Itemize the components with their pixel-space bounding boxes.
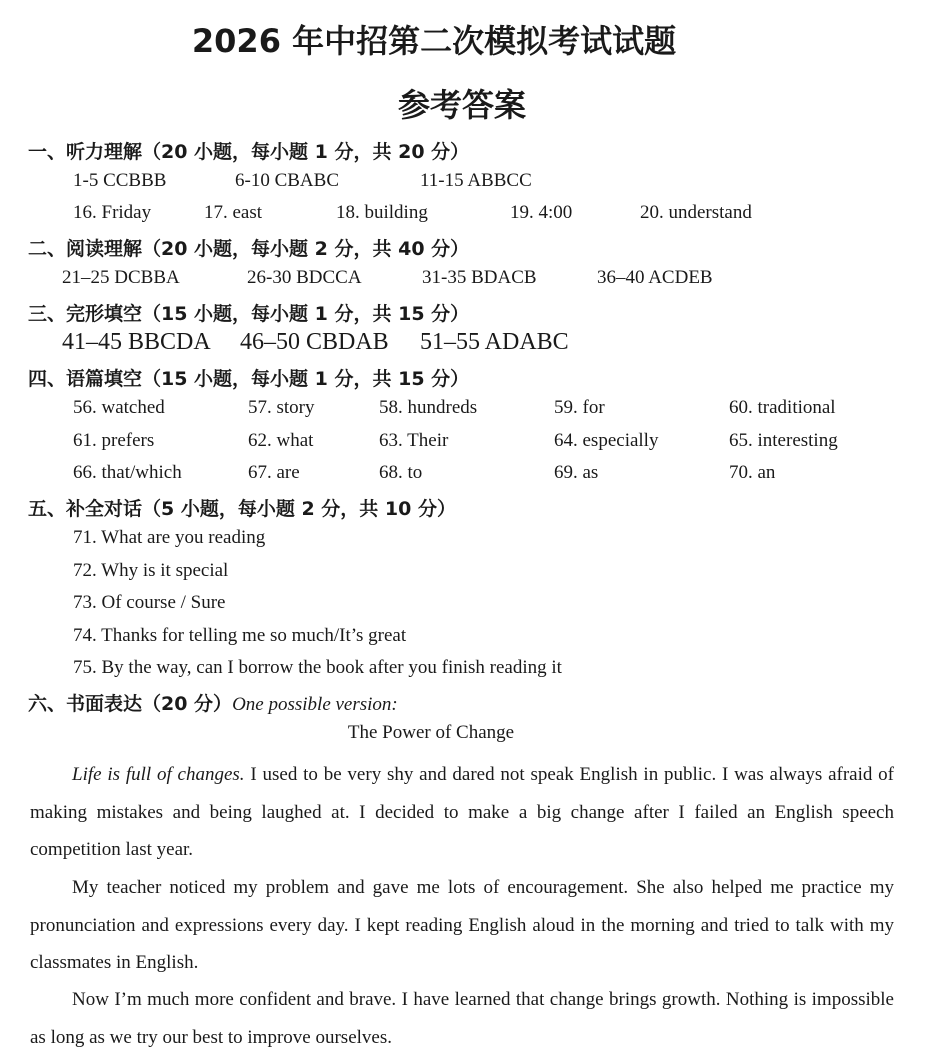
essay-paragraph-text: I used to be very shy and dared not speak English in public. I was always afraid of making mistakes and being laughed at. I decided to make a big change after I failed an English speech competition last year. bbox=[30, 764, 894, 861]
answer-item: 60. traditional bbox=[729, 397, 836, 418]
page-subtitle: 参考答案 bbox=[397, 86, 526, 124]
answer-group: 1-5 CCBBB bbox=[73, 170, 167, 191]
section-heading-cloze: 三、完形填空（15 小题，每小题 1 分，共 15 分） bbox=[28, 303, 470, 325]
dialogue-answer: 71. What are you reading bbox=[73, 527, 266, 548]
answer-item: 70. an bbox=[729, 462, 776, 483]
essay-paragraph: My teacher noticed my problem and gave me lots of encouragement. She also helped me practice my pronunciation and expressions every day. I kept reading English aloud in the morning and tried to talk with my classmates in English. bbox=[30, 877, 894, 974]
answer-item: 62. what bbox=[248, 430, 314, 451]
answer-item: 19. 4:00 bbox=[510, 202, 573, 223]
dialogue-answer: 72. Why is it special bbox=[73, 560, 229, 581]
answer-item: 17. east bbox=[204, 202, 263, 223]
section-heading-listening: 一、听力理解（20 小题，每小题 1 分，共 20 分） bbox=[28, 141, 470, 163]
essay-title: The Power of Change bbox=[347, 722, 515, 743]
answer-group: 21–25 DCBBA bbox=[62, 267, 180, 288]
essay-paragraph bbox=[30, 756, 894, 869]
answer-group: 11-15 ABBCC bbox=[420, 170, 532, 191]
answer-group: 46–50 CBDAB bbox=[240, 329, 389, 355]
answer-item: 18. building bbox=[336, 202, 428, 223]
dialogue-answer: 74. Thanks for telling me so much/It’s great bbox=[73, 625, 407, 646]
answer-item: 20. understand bbox=[640, 202, 752, 223]
answer-group: 6-10 CBABC bbox=[235, 170, 339, 191]
answer-item: 58. hundreds bbox=[379, 397, 478, 418]
dialogue-answer: 73. Of course / Sure bbox=[73, 592, 226, 613]
answer-group: 51–55 ADABC bbox=[420, 329, 569, 355]
answer-group: 41–45 BBCDA bbox=[62, 329, 211, 355]
answer-item: 69. as bbox=[554, 462, 599, 483]
section-heading-reading: 二、阅读理解（20 小题，每小题 2 分，共 40 分） bbox=[28, 238, 470, 260]
answer-item: 61. prefers bbox=[73, 430, 155, 451]
answer-item: 66. that/which bbox=[73, 462, 182, 483]
section-heading-writing bbox=[28, 689, 398, 716]
answer-item: 63. Their bbox=[379, 430, 449, 451]
answer-group: 26-30 BDCCA bbox=[247, 267, 362, 288]
answer-item: 65. interesting bbox=[729, 430, 838, 451]
answer-group: 31-35 BDACB bbox=[422, 267, 537, 288]
essay-paragraph: Now I’m much more confident and brave. I have learned that change brings growth. Nothing is impossible as long as we try our best to improve ourselves. bbox=[30, 989, 894, 1048]
answer-item: 57. story bbox=[248, 397, 315, 418]
answer-item: 67. are bbox=[248, 462, 300, 483]
sample-version-note: One possible version: bbox=[232, 694, 398, 715]
writing-heading-label: 六、书面表达（20 分） bbox=[28, 693, 233, 715]
answer-item: 59. for bbox=[554, 397, 605, 418]
answer-item: 16. Friday bbox=[73, 202, 152, 223]
dialogue-answer: 75. By the way, can I borrow the book after you finish reading it bbox=[73, 657, 562, 678]
answer-item: 56. watched bbox=[73, 397, 165, 418]
essay-lead-sentence: Life is full of changes. bbox=[72, 764, 245, 785]
section-heading-passage-fill: 四、语篇填空（15 小题，每小题 1 分，共 15 分） bbox=[28, 368, 470, 390]
section-heading-dialogue: 五、补全对话（5 小题，每小题 2 分，共 10 分） bbox=[28, 498, 456, 520]
answer-item: 68. to bbox=[379, 462, 423, 483]
answer-item: 64. especially bbox=[554, 430, 659, 451]
page-title: 2026 年中招第二次模拟考试试题 bbox=[191, 22, 677, 60]
answer-group: 36–40 ACDEB bbox=[597, 267, 713, 288]
